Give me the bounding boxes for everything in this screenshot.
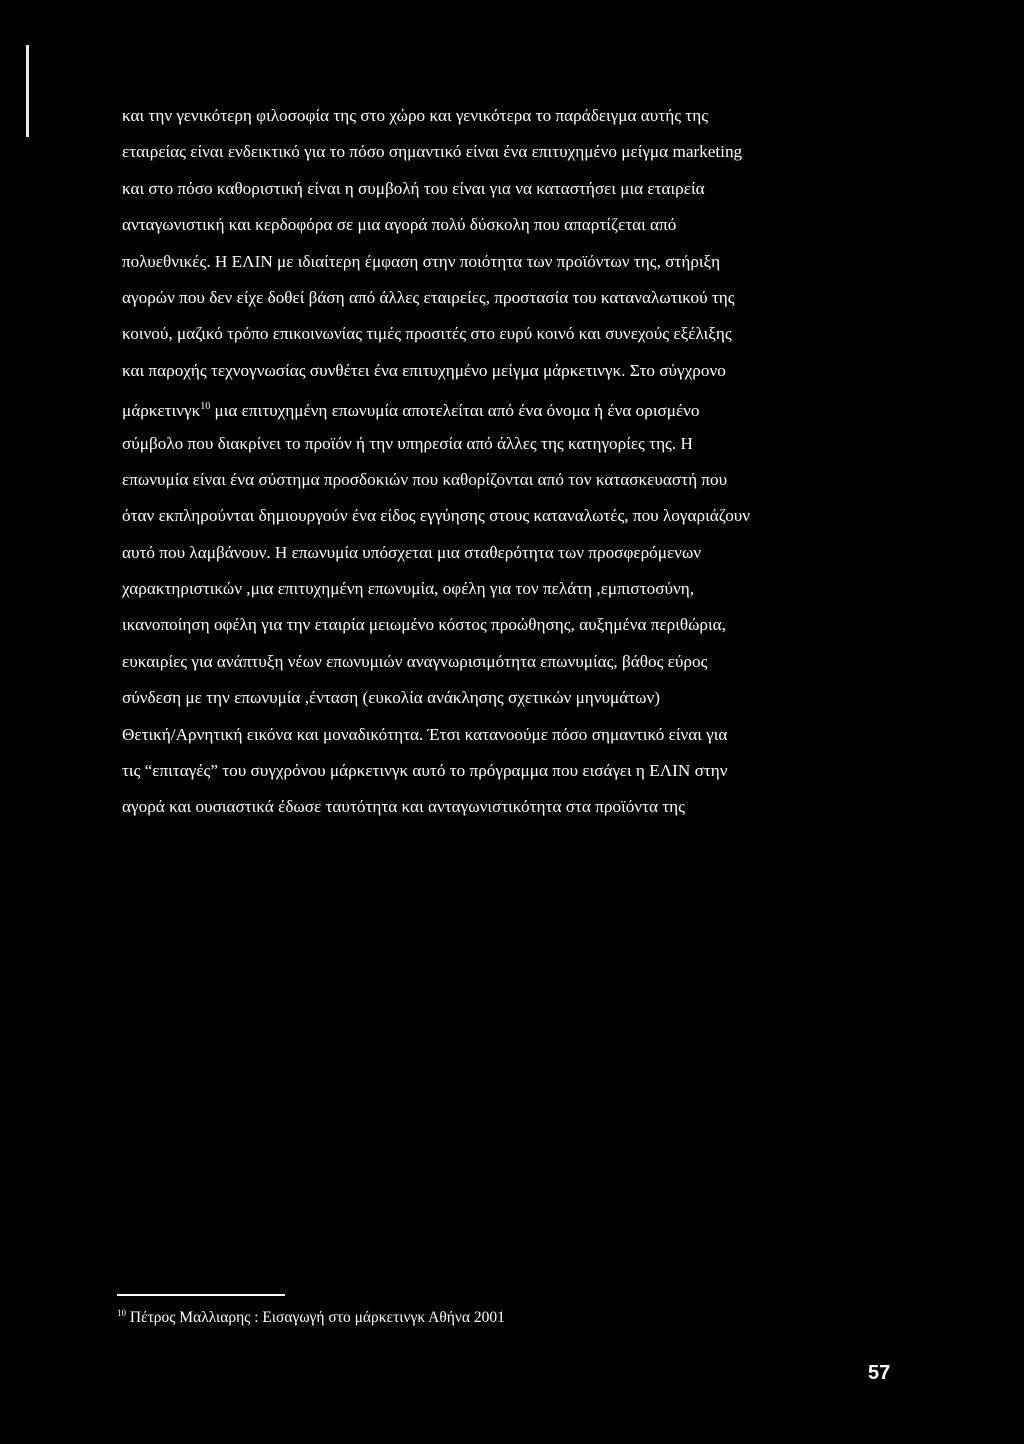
text-fragment: μάρκετινγκ xyxy=(122,401,201,421)
text-line: σύμβολο που διακρίνει το προϊόν ή την υπηρεσία από άλλες της κατηγορίες της. Η xyxy=(122,433,693,453)
text-line: ευκαιρίες για ανάπτυξη νέων επωνυμιών αναγνωρισιμότητα επωνυμίας, βάθος εύρος xyxy=(122,651,708,671)
page-number: 57 xyxy=(868,1362,891,1384)
scan-margin-mark xyxy=(26,45,29,137)
text-line xyxy=(122,389,882,425)
text-line: αγορά και ουσιαστικά έδωσε ταυτότητα και ανταγωνιστικότητα στα προϊόντα της xyxy=(122,797,685,817)
text-line: ανταγωνιστική και κερδοφόρα σε μια αγορά πολύ δύσκολη που απαρτίζεται από xyxy=(122,215,677,235)
text-line: πολυεθνικές. Η ΕΛΙΝ με ιδιαίτερη έμφαση στην ποιότητα των προϊόντων της, στήριξη xyxy=(122,251,721,271)
text-line: ικανοποίηση οφέλη για την εταιρία μειωμένο κόστος προώθησης, αυξημένα περιθώρια, xyxy=(122,615,726,635)
text-line: και στο πόσο καθοριστική είναι η συμβολή του είναι για να καταστήσει μια εταιρεία xyxy=(122,178,705,198)
text-line: και παροχής τεχνογνωσίας συνθέτει ένα επιτυχημένο μείγμα μάρκετινγκ. Στο σύγχρονο xyxy=(122,360,726,380)
text-line: αυτό που λαμβάνουν. Η επωνυμία υπόσχεται μια σταθερότητα των προσφερόμενων xyxy=(122,542,702,562)
body-text xyxy=(122,98,882,826)
footnote xyxy=(117,1308,505,1327)
text-line: επωνυμία είναι ένα σύστημα προσδοκιών που καθορίζονται από τον κατασκευαστή που xyxy=(122,469,728,489)
text-line: και την γενικότερη φιλοσοφία της στο χώρο και γενικότερα το παράδειγμα αυτής της xyxy=(122,106,709,125)
text-line: σύνδεση με την επωνυμία ,ένταση (ευκολία ανάκλησης σχετικών μηνυμάτων) xyxy=(122,688,660,708)
text-line: εταιρείας είναι ενδεικτικό για το πόσο σημαντικό είναι ένα επιτυχημένο μείγμα marketing xyxy=(122,142,743,162)
footnote-text: Πέτρος Μαλλιαρης : Εισαγωγή στο μάρκετινγκ Αθήνα 2001 xyxy=(126,1309,505,1326)
footnote-separator xyxy=(117,1294,285,1296)
footnote-marker: 10 xyxy=(117,1308,126,1318)
footnote-reference: 10 xyxy=(200,401,211,413)
text-line: Θετική/Αρνητική εικόνα και μοναδικότητα. Έτσι κατανοούμε πόσο σημαντικό είναι για xyxy=(122,724,728,744)
text-fragment: μια επιτυχημένη επωνυμία αποτελείται από ένα όνομα ή ένα ορισμένο xyxy=(210,401,700,421)
text-line: όταν εκπληρούνται δημιουργούν ένα είδος εγγύησης στους καταναλωτές, που λογαριάζουν xyxy=(122,506,751,526)
text-line: χαρακτηριστικών ,μια επιτυχημένη επωνυμία, οφέλη για τον πελάτη ,εμπιστοσύνη, xyxy=(122,579,695,599)
text-line: τις “επιταγές” του συγχρόνου μάρκετινγκ αυτό το πρόγραμμα που εισάγει η ΕΛΙΝ στην xyxy=(122,761,728,781)
text-line: κοινού, μαζικό τρόπο επικοινωνίας τιμές προσιτές στο ευρύ κοινό και συνεχούς εξέλιξης xyxy=(122,324,732,344)
text-line: αγορών που δεν είχε δοθεί βάση από άλλες εταιρείες, προστασία του καταναλωτικού της xyxy=(122,287,735,307)
